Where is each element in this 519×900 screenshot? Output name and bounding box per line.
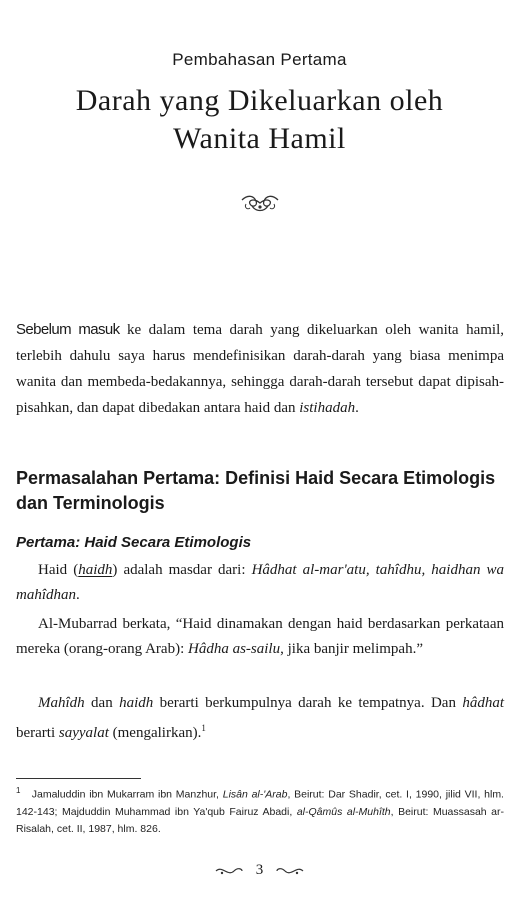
p2-text-c: , jika banjir melimpah.”	[280, 641, 423, 657]
footnote-text-c: , Beirut: Dar Shadir, cet. I, 1990, jilid VII, hlm. 142-143; Majduddin Muhammad ibn Ya'qub Fairuz Abadi,	[16, 788, 504, 818]
p1-arabic-phrase: Hâdhat al-mar'atu, tahîdhu, haidhan wa mahîdhan	[16, 562, 505, 603]
footnote-text-e: , Beirut: Muassasah ar-Risalah, cet. II, 1987, hlm. 826.	[16, 805, 504, 835]
chapter-label: Pembahasan Pertama	[172, 50, 347, 69]
p3-term-haidh: haidh	[119, 695, 154, 711]
intro-paragraph	[16, 317, 504, 421]
p3-term-mahidh: Mahîdh	[38, 695, 85, 711]
p1-text-c: ) adalah masdar dari:	[112, 562, 252, 578]
footnote-title-1: Lisân al-'Arab	[222, 788, 288, 801]
footer-ornament-right-icon	[275, 865, 305, 877]
p3-text-d: berarti berkumpulnya darah ke tempatnya. Dan	[153, 695, 463, 711]
footnote	[16, 782, 504, 838]
p3-term-hadhat: hâdhat	[462, 695, 504, 711]
section-subheading: Pertama: Haid Secara Etimologis	[16, 534, 252, 551]
intro-lead: Sebelum masuk	[16, 321, 120, 338]
p2-text-a: Al-Mubarrad berkata, “Haid dinamakan dengan haid berdasarkan perkataan mereka (orang-orang Arab):	[16, 616, 504, 657]
floral-ornament-icon	[238, 192, 282, 214]
paragraph-3	[16, 691, 504, 746]
p1-text-e: .	[76, 587, 80, 603]
footnote-divider	[16, 778, 141, 779]
section-heading: Permasalahan Pertama: Definisi Haid Secara Etimologis dan Terminologis	[16, 468, 496, 513]
paragraph-2	[16, 612, 504, 662]
footnote-text-a: Jamaluddin ibn Mukarram ibn Manzhur,	[31, 788, 223, 801]
intro-end: .	[355, 400, 359, 416]
footer-ornament-left-icon	[214, 865, 244, 877]
p3-text-f: berarti	[16, 725, 59, 741]
paragraph-1	[16, 558, 504, 608]
chapter-title	[0, 82, 519, 158]
p3-term-sayyalat: sayyalat	[58, 725, 109, 741]
footnote-title-2: al-Qâmûs al-Muhîth	[296, 805, 391, 818]
p3-text-b: dan	[84, 695, 120, 711]
page-footer	[0, 862, 519, 879]
p1-term-haidh: haidh	[78, 562, 113, 578]
footnote-marker[interactable]: 1	[201, 723, 206, 733]
p3-text-h: (mengalirkan).	[108, 725, 202, 741]
footnote-number: 1	[16, 786, 21, 795]
page-number: 3	[255, 862, 264, 878]
p2-arabic-phrase: Hâdha as-sailu	[188, 641, 281, 657]
chapter-title-line-2: Wanita Hamil	[173, 122, 346, 155]
chapter-title-line-1: Darah yang Dikeluarkan oleh	[75, 84, 444, 117]
intro-term: istihadah	[299, 400, 356, 416]
intro-text: ke dalam tema darah yang dikeluarkan oleh wanita hamil, terlebih dahulu saya harus mendefinisikan darah-darah yang biasa menimpa wanita dan membeda-bedakannya, sehingga darah-darah tersebut dapat dipisah-pisahkan, dan dapat dibedakan antara haid dan	[16, 322, 505, 416]
p1-text-a: Haid (	[38, 562, 79, 578]
